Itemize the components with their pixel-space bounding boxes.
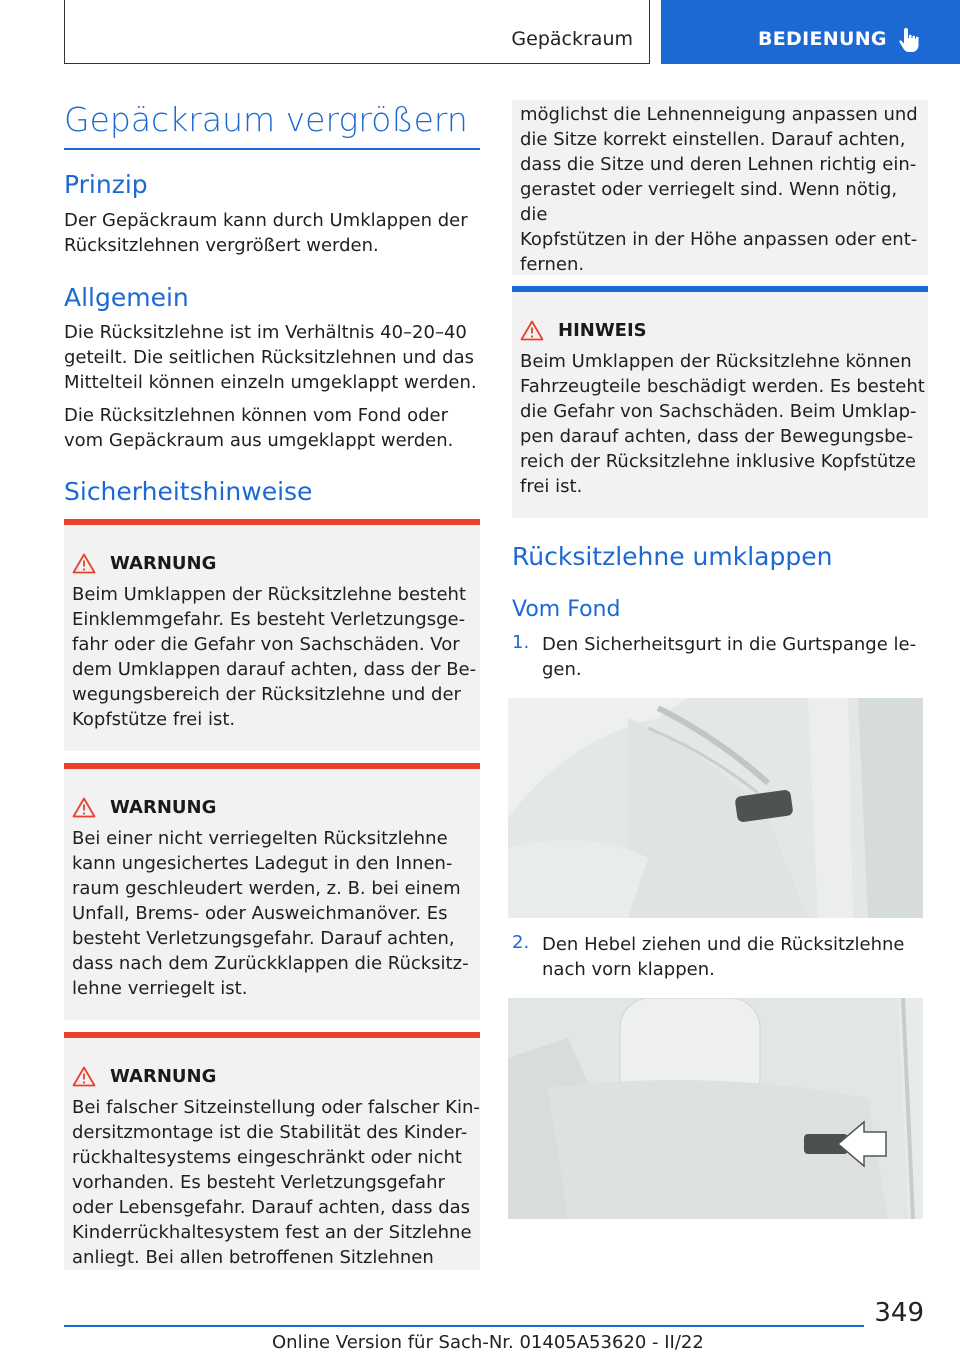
title-rule — [64, 148, 480, 150]
text-line: wegungsbereich der Rücksitzlehne und der — [72, 684, 461, 705]
paragraph-allgemein-1 — [64, 320, 477, 395]
hand-pointer-icon — [897, 26, 923, 54]
text-line: rückhaltesystems eingeschränkt oder nicht — [72, 1147, 462, 1168]
notice-title — [520, 320, 647, 341]
paragraph-prinzip — [64, 208, 468, 258]
text-line: oder Lebensgefahr. Darauf achten, dass das — [72, 1197, 471, 1218]
page-number: 349 — [874, 1298, 924, 1328]
text-line: Beim Umklappen der Rücksitzlehne können — [520, 351, 912, 372]
text-line: reich der Rücksitzlehne inklusive Kopfstütze — [520, 451, 916, 472]
heading-sicherheitshinweise: Sicherheitshinweise — [64, 477, 313, 506]
text-line: Bei einer nicht verriegelten Rücksitzlehne — [72, 828, 448, 849]
text-line: die Gefahr von Sachschäden. Beim Umklap- — [520, 401, 917, 422]
header-chapter-tab — [661, 0, 960, 64]
page-title: Gepäckraum vergrößern — [64, 100, 468, 139]
text-line: Kopfstütze frei ist. — [72, 709, 236, 730]
header-section-label: Gepäckraum — [511, 28, 633, 50]
heading-vom-fond: Vom Fond — [512, 597, 621, 622]
text-line: vorhanden. Es besteht Verletzungsgefahr — [72, 1172, 445, 1193]
text-line: Den Hebel ziehen und die Rücksitzlehne — [542, 934, 905, 955]
text-line: frei ist. — [520, 476, 583, 497]
seat-belt-illustration — [508, 698, 923, 918]
step-number-1: 1. — [512, 632, 530, 653]
text-line: Fahrzeugteile beschädigt werden. Es besteht — [520, 376, 925, 397]
seat-illustration-graphic — [508, 698, 923, 918]
text-line: Die Rücksitzlehne ist im Verhältnis 40–20–40 — [64, 322, 467, 343]
footer-text: Online Version für Sach-Nr. 01405A53620 - II/22 — [272, 1332, 704, 1353]
text-line: fahr oder die Gefahr von Sachschäden. Vor — [72, 634, 460, 655]
step-text-2 — [542, 932, 905, 982]
text-line: Kinderrückhaltesystem fest an der Sitzlehne — [72, 1222, 472, 1243]
text-line: Den Sicherheitsgurt in die Gurtspange le- — [542, 634, 917, 655]
notice-text — [520, 349, 925, 499]
text-line: Die Rücksitzlehnen können vom Fond oder — [64, 405, 448, 426]
warning-triangle-icon — [72, 553, 96, 574]
warning-title — [72, 797, 216, 818]
header-section-tab — [64, 0, 650, 64]
text-line: Unfall, Brems- oder Ausweichmanöver. Es — [72, 903, 448, 924]
step-text-1 — [542, 632, 916, 682]
warning-title — [72, 553, 216, 574]
text-line: fernen. — [520, 254, 585, 275]
warning-continuation-box — [512, 100, 928, 275]
paragraph-allgemein-2 — [64, 403, 453, 453]
warning-title — [72, 1066, 216, 1087]
text-line: dem Umklappen darauf achten, dass der Be- — [72, 659, 477, 680]
heading-ruecksitzlehne-umklappen: Rücksitzlehne umklappen — [512, 542, 833, 571]
notice-label: HINWEIS — [558, 320, 647, 341]
warning-triangle-icon — [72, 1066, 96, 1087]
text-line: möglichst die Lehnenneigung anpassen und — [520, 104, 918, 125]
text-line: besteht Verletzungsgefahr. Darauf achten, — [72, 928, 455, 949]
text-line: geteilt. Die seitlichen Rücksitzlehnen und das — [64, 347, 475, 368]
heading-prinzip: Prinzip — [64, 170, 148, 199]
warning-text — [520, 102, 928, 277]
text-line: Mittelteil können einzeln umgeklappt werden. — [64, 372, 477, 393]
text-line: gen. — [542, 659, 582, 680]
seat-lever-graphic — [508, 998, 923, 1219]
warning-text — [72, 826, 469, 1001]
warning-box-2 — [64, 763, 480, 1020]
text-line: kann ungesichertes Ladegut in den Innen- — [72, 853, 453, 874]
text-line: Bei falscher Sitzeinstellung oder falscher Kin- — [72, 1097, 480, 1118]
warning-text — [72, 582, 476, 732]
text-line: dass die Sitze und deren Lehnen richtig ein- — [520, 154, 917, 175]
warning-text — [72, 1095, 480, 1270]
text-line: raum geschleudert werden, z. B. bei einem — [72, 878, 461, 899]
text-line: Beim Umklappen der Rücksitzlehne besteht — [72, 584, 466, 605]
heading-allgemein: Allgemein — [64, 283, 189, 312]
text-line: die Sitze korrekt einstellen. Darauf achten, — [520, 129, 906, 150]
text-line: Rücksitzlehnen vergrößert werden. — [64, 235, 379, 256]
warning-label: WARNUNG — [110, 553, 217, 574]
warning-box-1 — [64, 519, 480, 751]
text-line: dersitzmontage ist die Stabilität des Kinder- — [72, 1122, 468, 1143]
text-line: lehne verriegelt ist. — [72, 978, 248, 999]
step-number-2: 2. — [512, 932, 530, 953]
warning-label: WARNUNG — [110, 1066, 217, 1087]
text-line: dass nach dem Zurückklappen die Rücksitz- — [72, 953, 469, 974]
text-line: anliegt. Bei allen betroffenen Sitzlehnen — [72, 1247, 434, 1268]
text-line: pen darauf achten, dass der Bewegungsbe- — [520, 426, 914, 447]
text-line: vom Gepäckraum aus umgeklappt werden. — [64, 430, 454, 451]
text-line: nach vorn klappen. — [542, 959, 715, 980]
warning-triangle-icon — [520, 320, 544, 341]
notice-box — [512, 286, 928, 518]
footer-rule — [64, 1325, 864, 1327]
text-line: Der Gepäckraum kann durch Umklappen der — [64, 210, 468, 231]
seat-lever-illustration — [508, 998, 923, 1219]
text-line: gerastet oder verriegelt sind. Wenn nötig, die — [520, 179, 898, 225]
warning-triangle-icon — [72, 797, 96, 818]
text-line: Kopfstützen in der Höhe anpassen oder ent- — [520, 229, 918, 250]
warning-box-3 — [64, 1032, 480, 1270]
header-chapter-label: BEDIENUNG — [758, 28, 887, 50]
text-line: Einklemmgefahr. Es besteht Verletzungsge- — [72, 609, 466, 630]
warning-label: WARNUNG — [110, 797, 217, 818]
